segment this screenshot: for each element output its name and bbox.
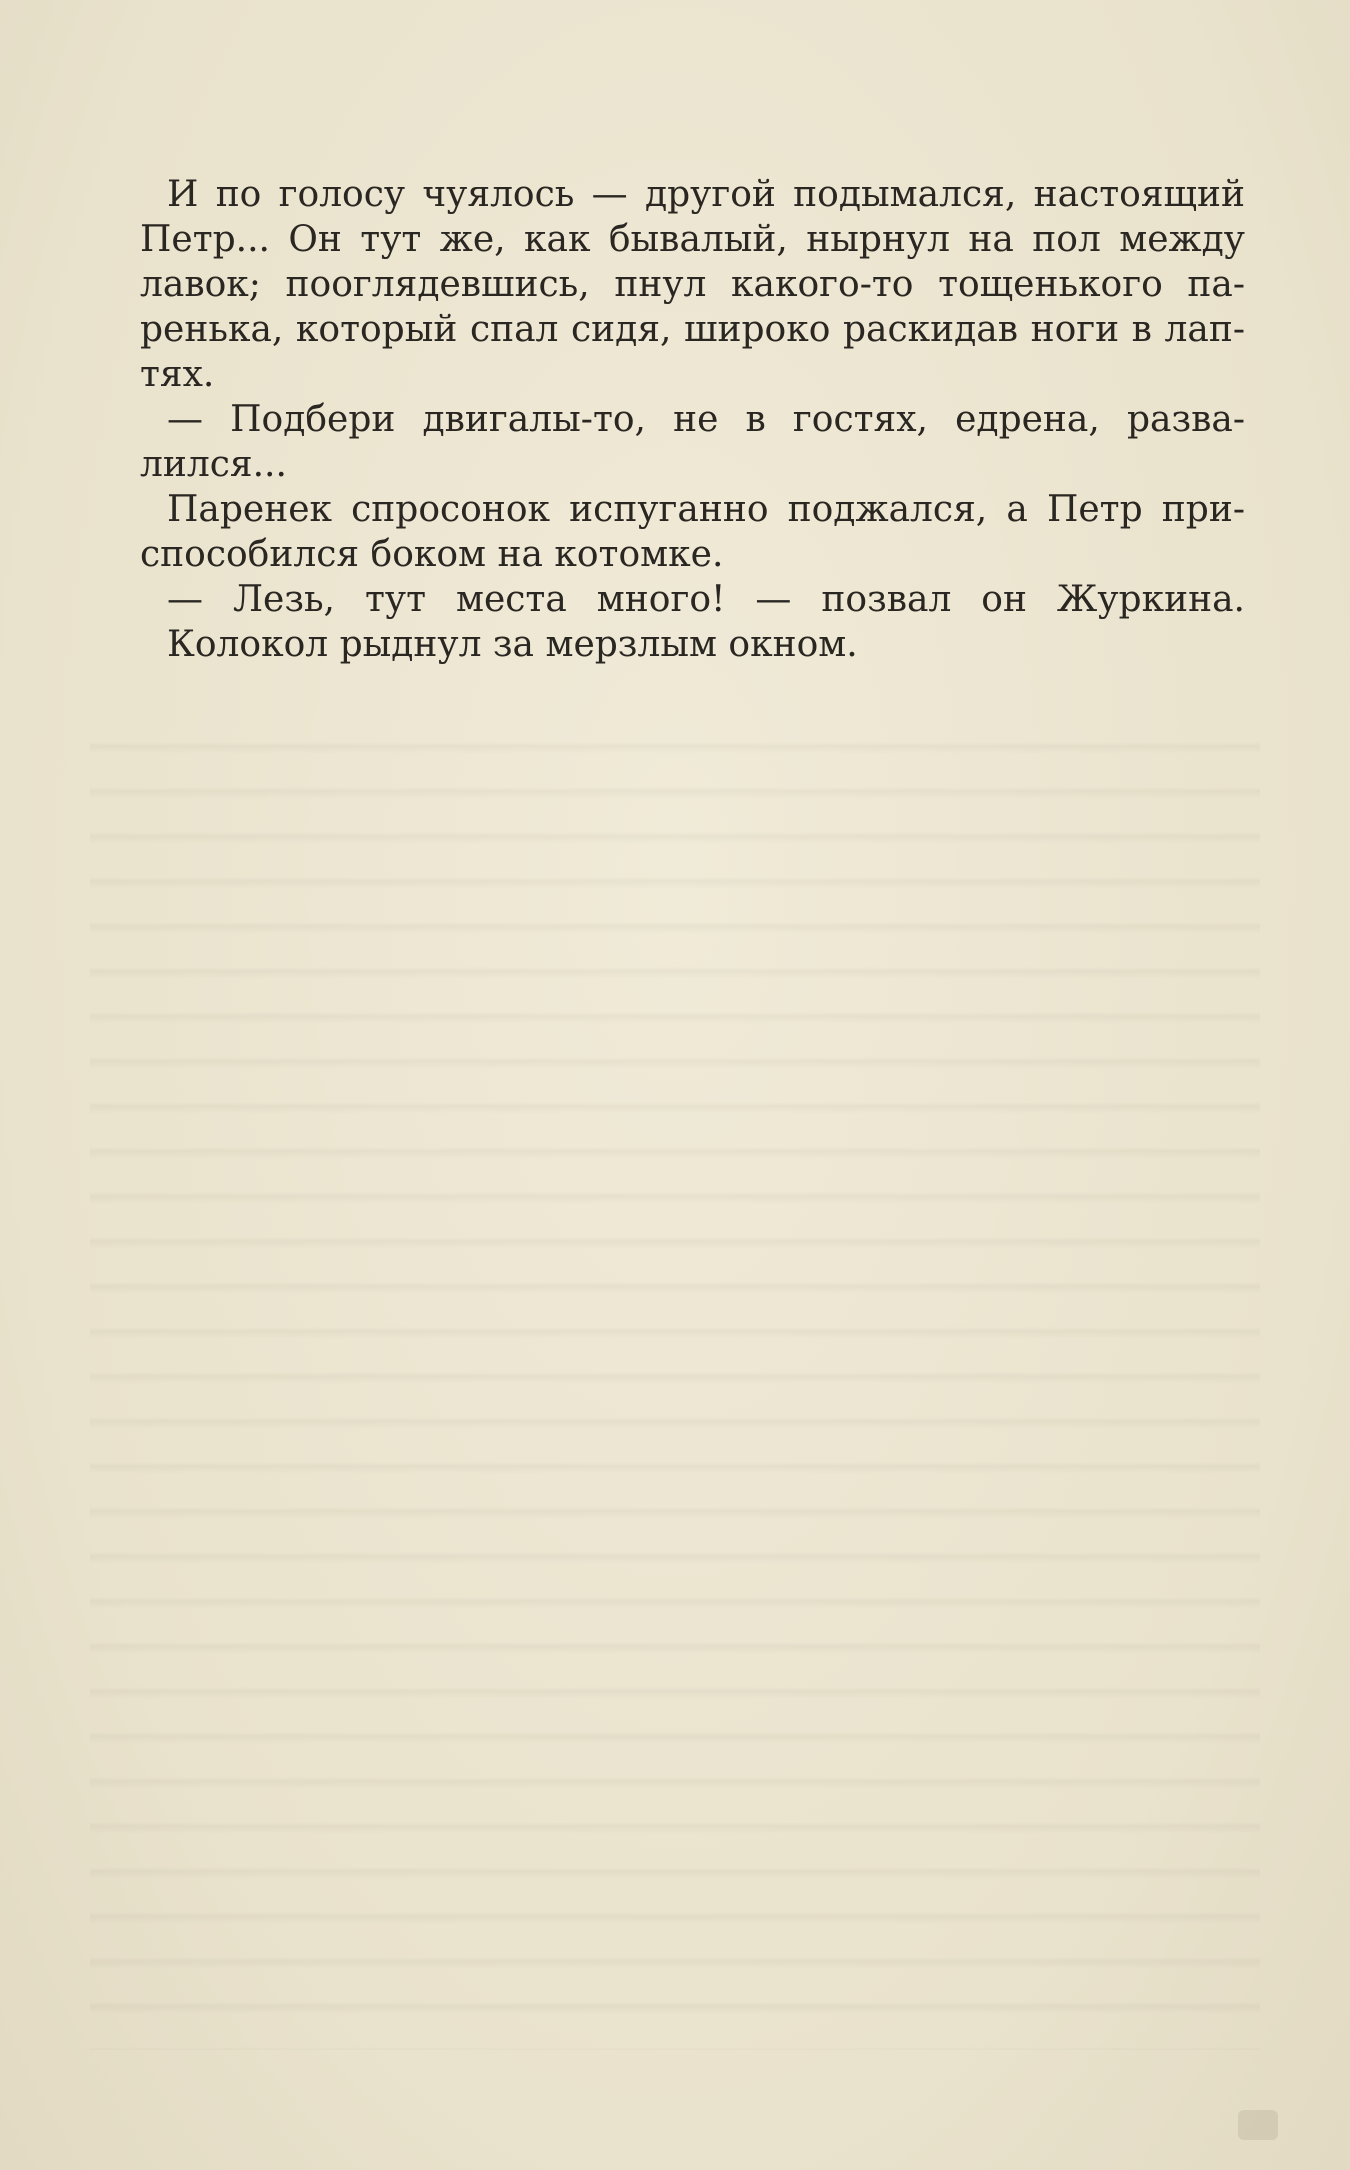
- bleed-through-text: [90, 720, 1260, 2050]
- text-line: Колокол рыднул за мерзлым окном.: [167, 624, 858, 665]
- text-line: ренька, который спал сидя, широко раскидав ноги в лап-: [140, 309, 1245, 350]
- text-line: тях.: [140, 354, 215, 395]
- text-line: способился боком на котомке.: [140, 534, 724, 575]
- page-number-smudge: [1238, 2110, 1278, 2140]
- text-line: лавок; пооглядевшись, пнул какого-то тощенького па-: [140, 264, 1245, 305]
- text-line: лился...: [140, 444, 287, 485]
- text-line: Петр... Он тут же, как бывалый, нырнул на пол между: [140, 219, 1245, 260]
- body-text: [140, 172, 1245, 667]
- text-line: — Лезь, тут места много! — позвал он Журкина.: [167, 579, 1245, 620]
- text-line: Паренек спросонок испуганно поджался, а Петр при-: [167, 489, 1245, 530]
- text-line: — Подбери двигалы-то, не в гостях, едрена, разва-: [167, 399, 1245, 440]
- text-line: И по голосу чуялось — другой подымался, настоящий: [167, 174, 1245, 215]
